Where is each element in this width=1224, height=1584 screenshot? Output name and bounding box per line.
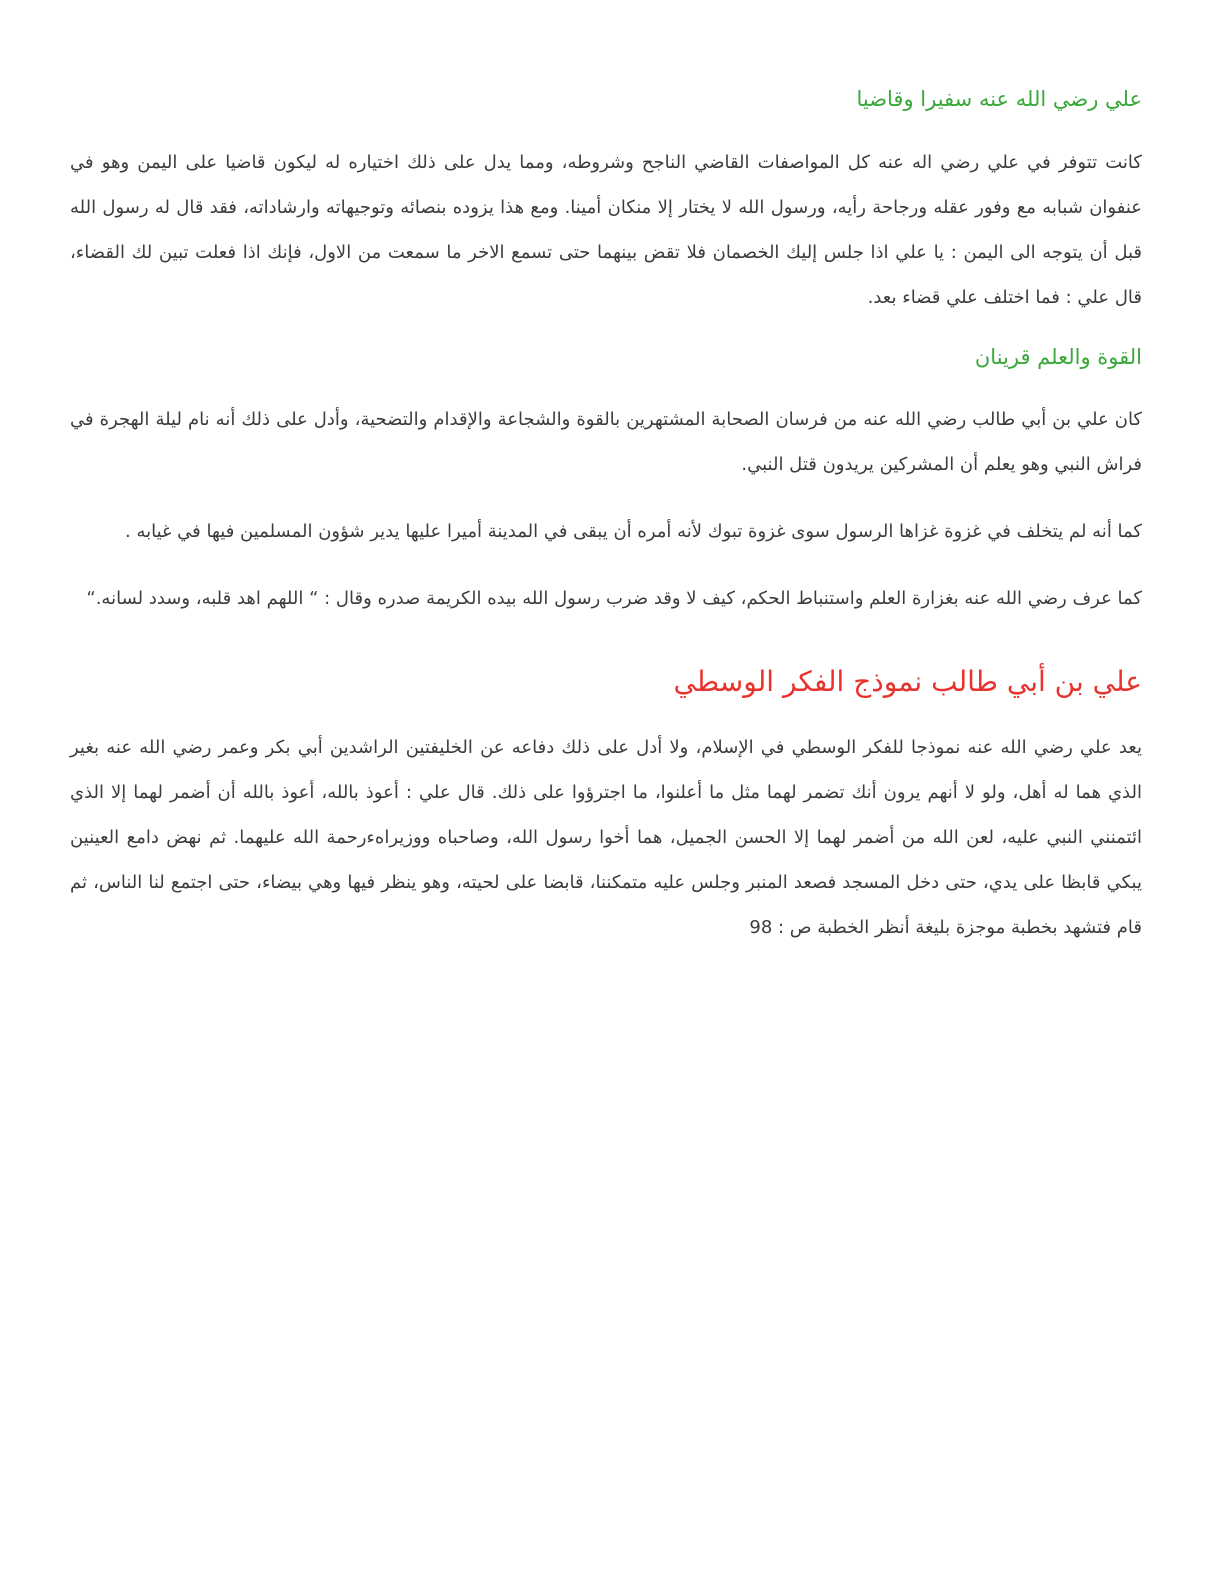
paragraph-judge: كانت تتوفر في علي رضي اله عنه كل المواصفات القاضي الناجح وشروطه، ومما يدل على ذلك اختياره له ليكون قاضيا على اليمن وهو في عنفوان شبابه مع وفور عقله ورجاحة رأيه، ورسول الله لا يختار إلا منكان أمينا. ومع هذا يزوده بنصائه وتوجيهاته وارشاداته، فقد قال له رسول الله قبل أن يتوجه الى اليمن : يا علي اذا جلس إليك الخصمان فلا تقض بينهما حتى تسمع الاخر ما سمعت من الاول، فإنك اذا فعلت تبين لك القضاء، قال علي : فما اختلف علي قضاء بعد.: [70, 151, 1142, 308]
paragraph-bravery: كان علي بن أبي طالب رضي الله عنه من فرسان الصحابة المشتهرين بالقوة والشجاعة والإقدام والتضحية، وأدل على ذلك أنه نام ليلة الهجرة في فراش النبي وهو يعلم أن المشركين يريدون قتل النبي.: [70, 409, 1142, 475]
section-title-ambassador-judge: علي رضي الله عنه سفيرا وقاضيا: [856, 87, 1142, 111]
paragraph-knowledge: كما عرف رضي الله عنه بغزارة العلم واستنباط الحكم، كيف لا وقد ضرب رسول الله بيده الكريمة صدره وقال : “ اللهم اهد قلبه، وسدد لسانه.“: [86, 588, 1142, 609]
section-moderate-thought: [70, 661, 1142, 950]
paragraph-moderate-thought: يعد علي رضي الله عنه نموذجا للفكر الوسطي في الإسلام، ولا أدل على ذلك دفاعه عن الخليفتين الراشدين أبي بكر وعمر رضي الله عنه بغير الذي هما له أهل، ولو لا أنهم يرون أنك تضمر لهما مثل ما أعلنوا، ما اجترؤوا على ذلك. قال علي : أعوذ بالله، أعوذ بالله أن أضمر لهما إلا الذي ائتمنني النبي عليه، لعن الله من أضمر لهما إلا الحسن الجميل، هما أخوا رسول الله، وصاحباه ووزيراهءرحمة الله عليهما. ثم نهض دامع العينين يبكي قابظا على يدي، حتى دخل المسجد فصعد المنبر وجلس عليه متمكننا، قابضا على لحيته، وهو ينظر فيها وهي بيضاء، حتى اجتمع لنا الناس، ثم قام فتشهد بخطبة موجزة بليغة أنظر الخطبة ص : 98: [70, 737, 1142, 938]
section-strength-knowledge: [70, 342, 1142, 622]
document-page: [70, 70, 1142, 972]
section-title-strength-knowledge: القوة والعلم قرينان: [974, 344, 1142, 369]
section-title-moderate-thought: علي بن أبي طالب نموذج الفكر الوسطي: [673, 665, 1142, 698]
section-ali-ambassador-judge: [70, 84, 1142, 320]
paragraph-battles: كما أنه لم يتخلف في غزوة غزاها الرسول سوى غزوة تبوك لأنه أمره أن يبقى في المدينة أميرا عليها يدير شؤون المسلمين فيها في غيابه .: [125, 521, 1142, 542]
